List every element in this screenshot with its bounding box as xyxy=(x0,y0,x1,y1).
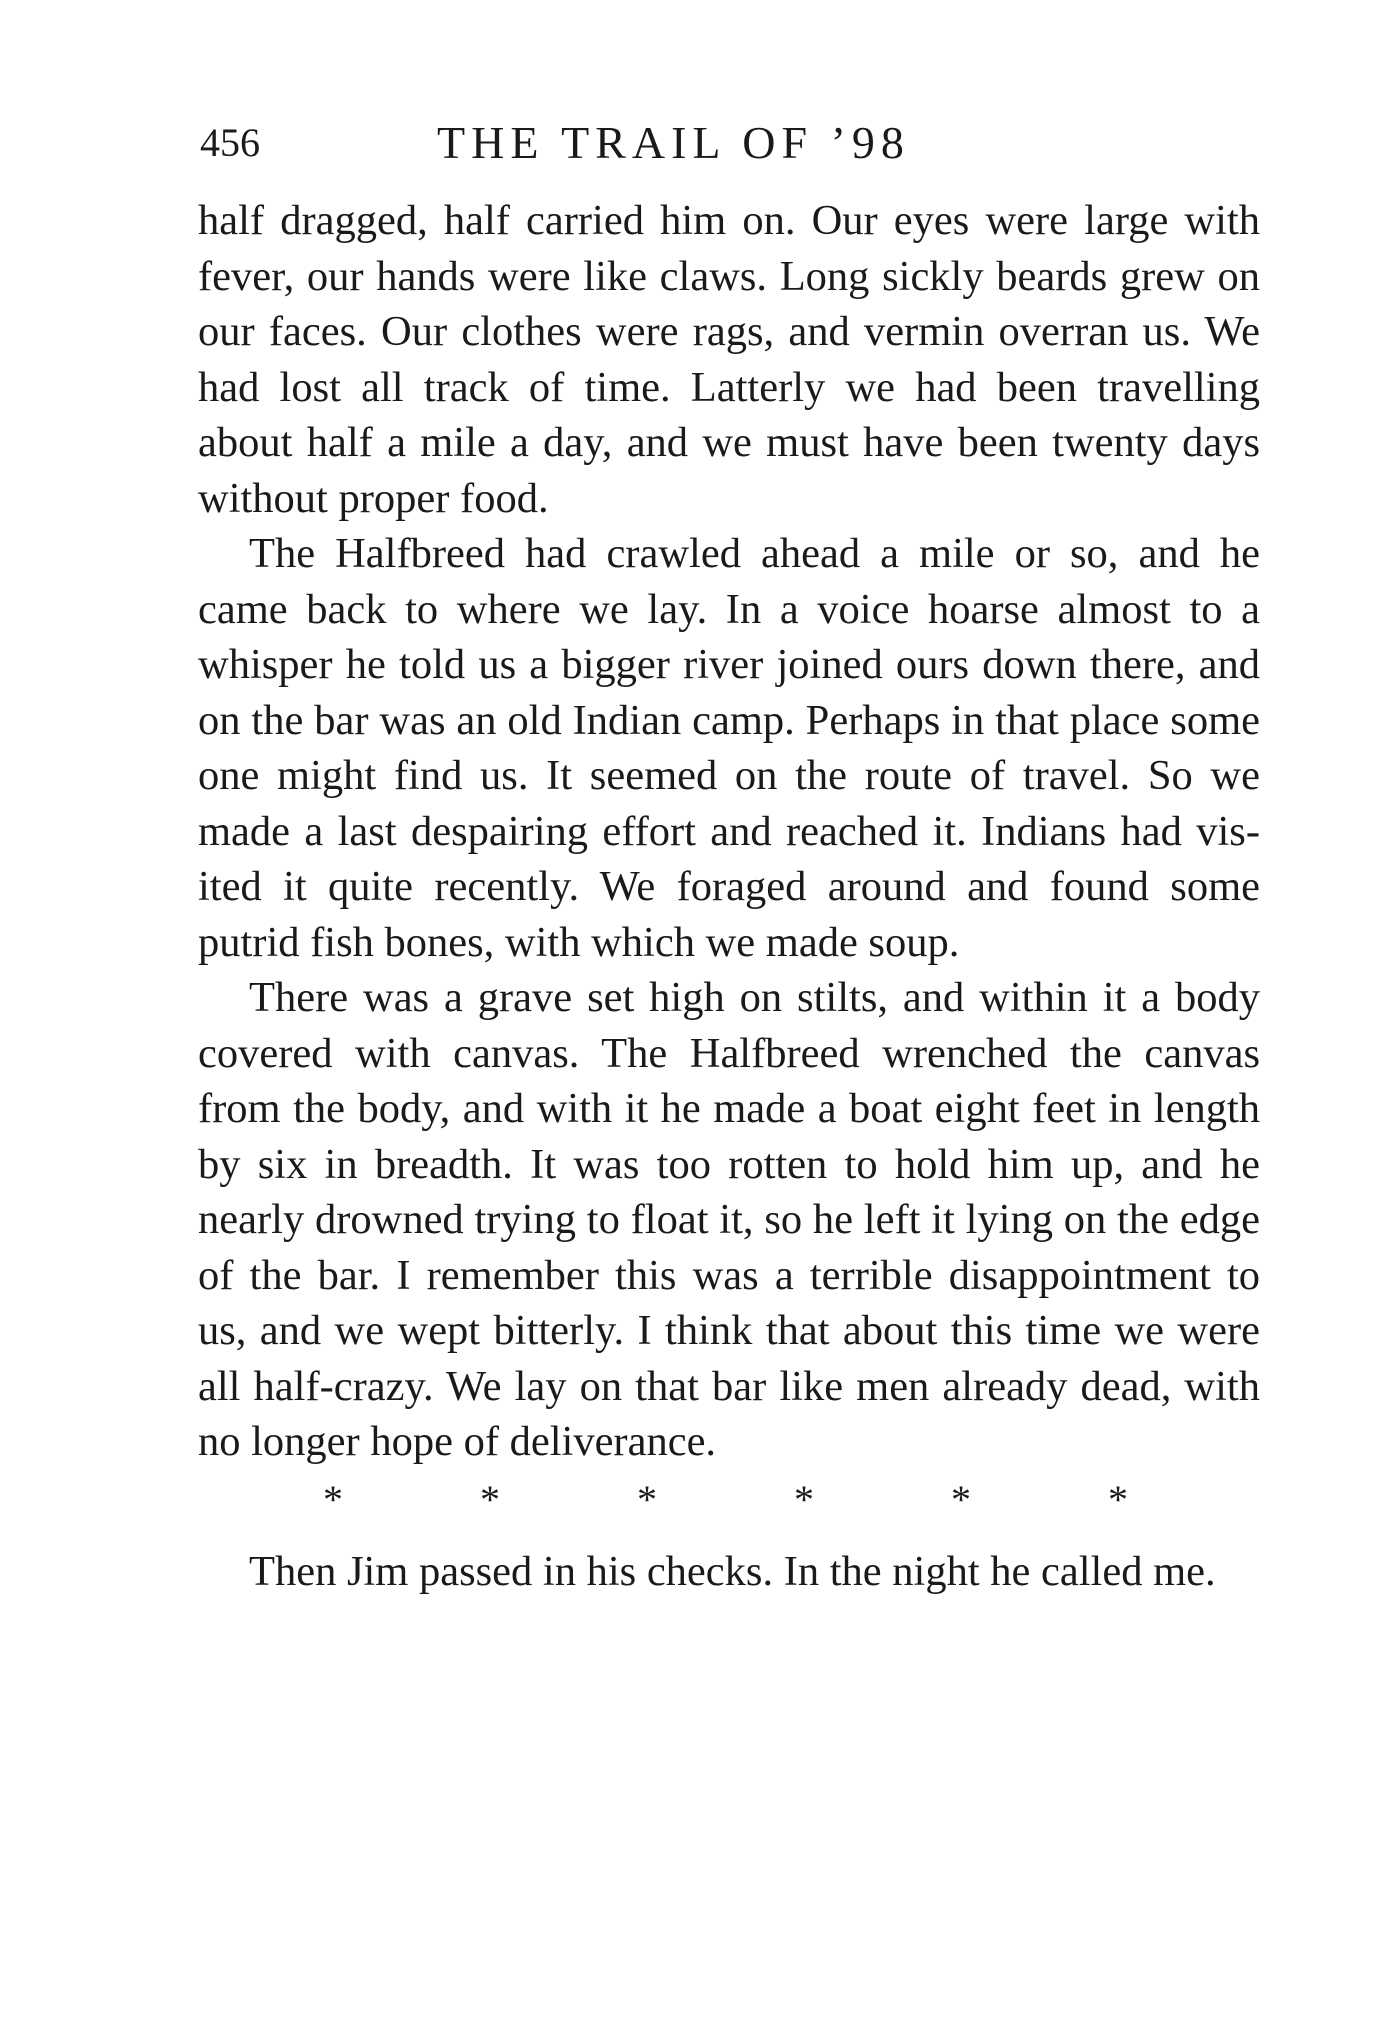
paragraph: The Halfbreed had crawled ahead a mile or so, and he came back to where we lay. In a voice hoarse almost to a whisper he told us a bigger river joined ours down there, and on the bar was an old Indian camp. Perhaps in that place some one might find us. It seemed on the route of travel. So we made a last despairing effort and reached it. Indians had visited it quite recently. We foraged around and found some putrid fish bones, with which we made soup. xyxy=(198,530,1260,966)
running-title: THE TRAIL OF ’98 xyxy=(437,117,910,168)
asterisk: * xyxy=(1108,1476,1128,1522)
asterisk: * xyxy=(480,1476,500,1522)
asterisk: * xyxy=(794,1476,814,1522)
paragraph: half dragged, half carried him on. Our eyes were large with fever, our hands were like claws. Long sickly beards grew on our faces. Our clothes were rags, and vermin overran us. We had lost all track of time. Latterly we had been travelling about half a mile a day, and we must have been twenty days without proper food. xyxy=(198,197,1260,522)
body-text xyxy=(198,193,1260,1599)
page-number: 456 xyxy=(200,120,260,165)
paragraph: Then Jim passed in his checks. In the night he called me. xyxy=(249,1547,1216,1595)
asterisk: * xyxy=(323,1476,343,1522)
section-break xyxy=(323,1470,1128,1530)
paragraph: There was a grave set high on stilts, and within it a body covered with canvas. The Halfbreed wrenched the canvas from the body, and with it he made a boat eight feet in length by six in breadth. It was too rotten to hold him up, and he nearly drowned trying to float it, so he left it lying on the edge of the bar. I remember this was a terrible disappointment to us, and we wept bitterly. I think that about this time we were all half-crazy. We lay on that bar like men already dead, with no longer hope of deliverance. xyxy=(198,974,1260,1465)
running-head xyxy=(200,108,1260,178)
asterisk: * xyxy=(637,1476,657,1522)
asterisk: * xyxy=(951,1476,971,1522)
